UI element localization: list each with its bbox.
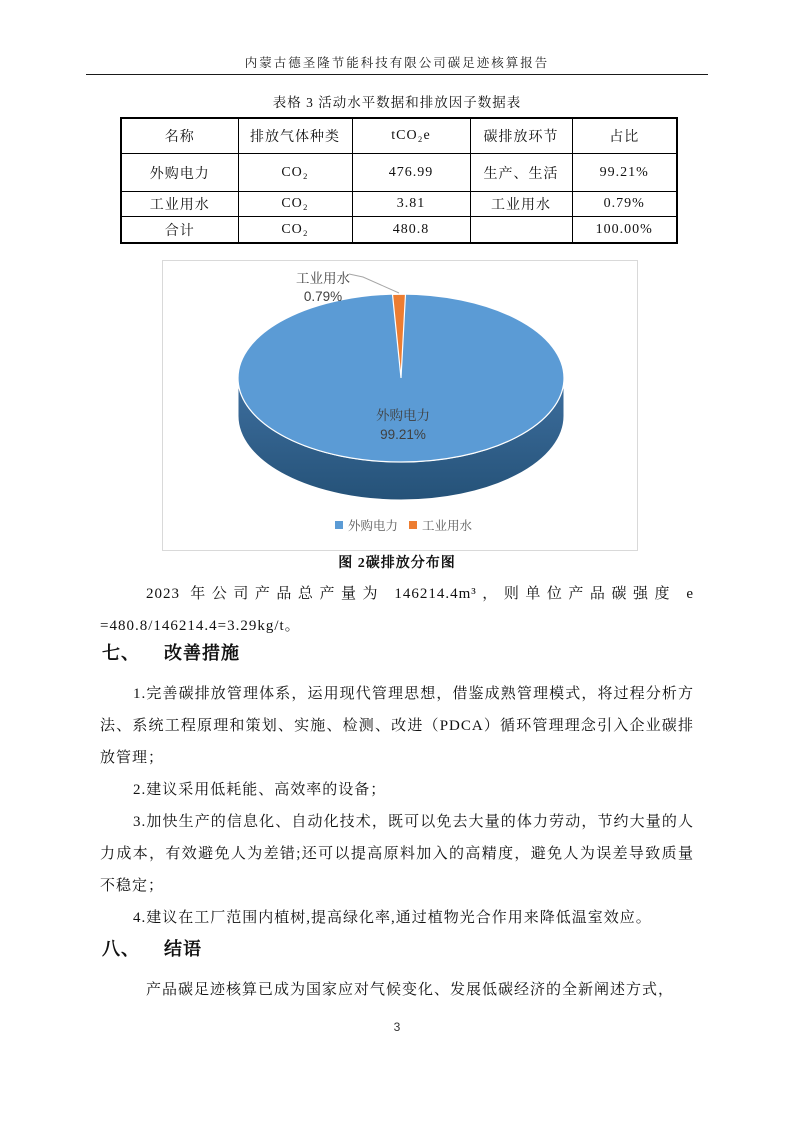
cell-share: 0.79% xyxy=(572,192,677,217)
paragraph-conclusion: 产品碳足迹核算已成为国家应对气候变化、发展低碳经济的全新阐述方式， xyxy=(146,982,675,998)
list-item-3: 3.加快生产的信息化、自动化技术，既可以免去大量的体力劳动，节约大量的人力成本，有效避免人为差错;还可以提高原料加入的高精度，避免人为误差导致质量不稳定； xyxy=(100,814,694,894)
table-header-stage: 碳排放环节 xyxy=(470,118,572,154)
table-row xyxy=(121,217,677,244)
section-title: 改善措施 xyxy=(164,643,240,663)
pie-chart-canvas xyxy=(163,261,637,550)
list-item-2: 2.建议采用低耗能、高效率的设备； xyxy=(133,782,387,798)
list-item-1: 1.完善碳排放管理体系，运用现代管理思想，借鉴成熟管理模式，将过程分析方法、系统工程原理和策划、实施、检测、改进（PDCA）循环管理理念引入企业碳排放管理； xyxy=(100,686,694,766)
cell-stage xyxy=(470,217,572,244)
legend-swatch-water xyxy=(409,521,417,529)
section-heading-conclusion xyxy=(102,935,696,961)
section-heading-improvements xyxy=(102,639,696,665)
header-rule xyxy=(86,74,708,75)
cell-gas: CO₂ xyxy=(238,154,352,192)
section-number: 七、 xyxy=(102,643,140,663)
section-title: 结语 xyxy=(164,939,202,959)
cell-tco2e: 476.99 xyxy=(352,154,470,192)
header-title: 内蒙古德圣隆节能科技有限公司碳足迹核算报告 xyxy=(244,56,550,70)
cell-tco2e: 3.81 xyxy=(352,192,470,217)
slice-label-electricity-pct: 99.21% xyxy=(380,427,426,442)
cell-gas: CO₂ xyxy=(238,217,352,244)
pie-chart-figure xyxy=(162,260,638,551)
figure-caption: 图 2碳排放分布图 xyxy=(338,556,456,571)
slice-label-electricity-name: 外购电力 xyxy=(376,408,430,423)
label-leader-line xyxy=(349,274,399,293)
cell-name: 外购电力 xyxy=(121,154,238,192)
paragraph-production: 2023 年公司产品总产量为 146214.4m³，则单位产品碳强度 e =480.8/146214.4=3.29kg/t。 xyxy=(100,586,694,634)
table-header-share: 占比 xyxy=(572,118,677,154)
cell-share: 100.00% xyxy=(572,217,677,244)
cell-name: 合计 xyxy=(121,217,238,244)
legend-label-electricity: 外购电力 xyxy=(348,519,399,533)
cell-share: 99.21% xyxy=(572,154,677,192)
table-header-gas: 排放气体种类 xyxy=(238,118,352,154)
table-header-row xyxy=(121,118,677,154)
page-number: 3 xyxy=(393,1020,401,1034)
legend-label-water: 工业用水 xyxy=(422,519,473,533)
improvement-measures-list xyxy=(100,678,694,934)
slice-label-water-name: 工业用水 xyxy=(296,271,350,286)
table-header-tco2e: tCO₂e xyxy=(352,118,470,154)
legend-swatch-electricity xyxy=(335,521,343,529)
section-number: 八、 xyxy=(102,939,140,959)
table-header-name: 名称 xyxy=(121,118,238,154)
cell-stage: 生产、生活 xyxy=(470,154,572,192)
cell-tco2e: 480.8 xyxy=(352,217,470,244)
cell-name: 工业用水 xyxy=(121,192,238,217)
cell-stage: 工业用水 xyxy=(470,192,572,217)
table-caption: 表格 3 活动水平数据和排放因子数据表 xyxy=(272,95,522,110)
table-row xyxy=(121,192,677,217)
emissions-table xyxy=(120,117,678,244)
cell-gas: CO₂ xyxy=(238,192,352,217)
table-row xyxy=(121,154,677,192)
list-item-4: 4.建议在工厂范围内植树,提高绿化率,通过植物光合作用来降低温室效应。 xyxy=(133,910,652,926)
slice-label-water-pct: 0.79% xyxy=(303,289,343,304)
